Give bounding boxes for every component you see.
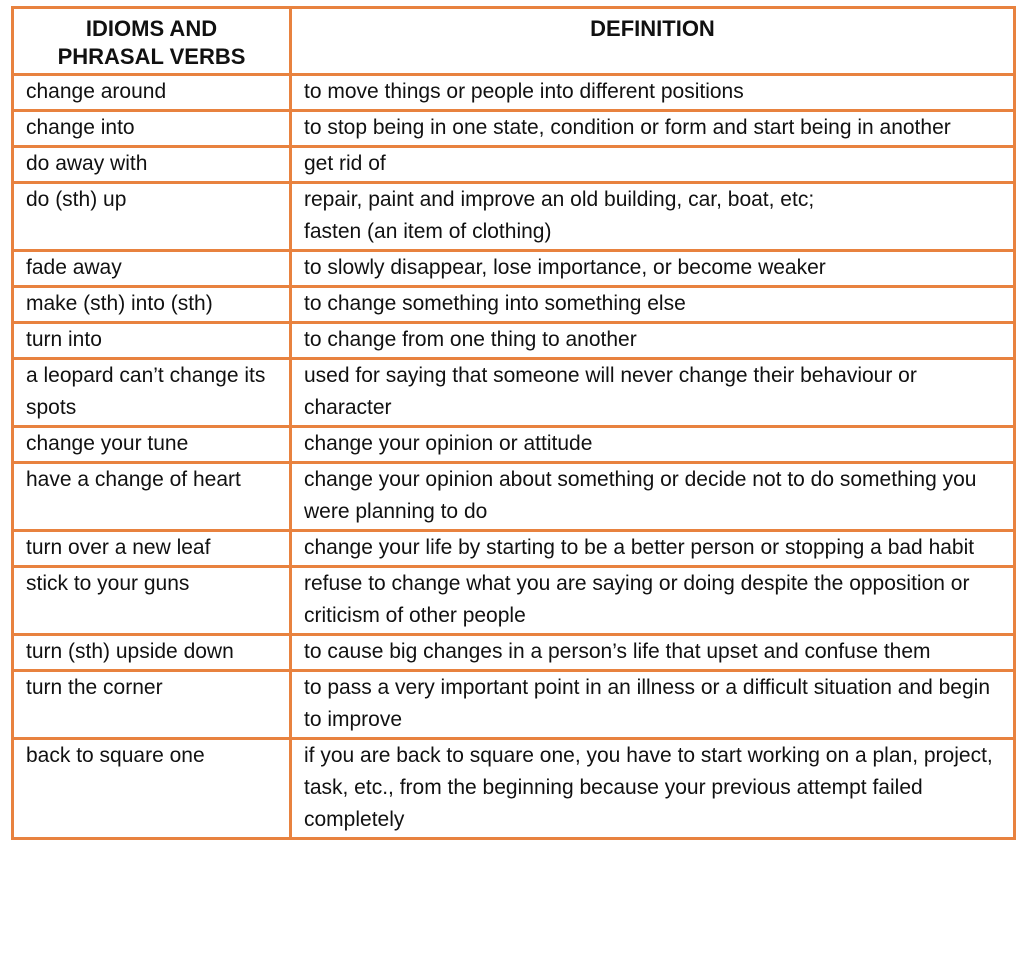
definition-cell: refuse to change what you are saying or doing despite the opposition or criticism of other people <box>291 567 1015 635</box>
definition-cell: change your life by starting to be a better person or stopping a bad habit <box>291 531 1015 567</box>
definition-cell: to slowly disappear, lose importance, or become weaker <box>291 251 1015 287</box>
table-row <box>13 635 1015 671</box>
table-row <box>13 427 1015 463</box>
definition-cell: to move things or people into different positions <box>291 75 1015 111</box>
table-row <box>13 671 1015 739</box>
term-cell: turn over a new leaf <box>13 531 291 567</box>
definition-cell: to cause big changes in a person’s life that upset and confuse them <box>291 635 1015 671</box>
table-row <box>13 463 1015 531</box>
term-cell: change around <box>13 75 291 111</box>
header-definition: DEFINITION <box>291 8 1015 75</box>
table-row <box>13 531 1015 567</box>
definition-cell: if you are back to square one, you have to start working on a plan, project, task, etc., from the beginning because your previous attempt failed completely <box>291 739 1015 839</box>
table-row <box>13 323 1015 359</box>
term-cell: have a change of heart <box>13 463 291 531</box>
definition-cell: change your opinion about something or decide not to do something you were planning to do <box>291 463 1015 531</box>
term-cell: do (sth) up <box>13 183 291 251</box>
definition-cell: to change something into something else <box>291 287 1015 323</box>
table-row <box>13 359 1015 427</box>
table-row <box>13 739 1015 839</box>
definition-cell: get rid of <box>291 147 1015 183</box>
term-cell: turn into <box>13 323 291 359</box>
table-row <box>13 567 1015 635</box>
term-cell: turn (sth) upside down <box>13 635 291 671</box>
definition-cell: repair, paint and improve an old building, car, boat, etc; fasten (an item of clothing) <box>291 183 1015 251</box>
table-row <box>13 251 1015 287</box>
term-cell: make (sth) into (sth) <box>13 287 291 323</box>
definition-cell: to pass a very important point in an illness or a difficult situation and begin to improve <box>291 671 1015 739</box>
term-cell: do away with <box>13 147 291 183</box>
term-cell: change your tune <box>13 427 291 463</box>
definition-cell: to stop being in one state, condition or form and start being in another <box>291 111 1015 147</box>
table-row <box>13 75 1015 111</box>
header-row <box>13 8 1015 75</box>
vocabulary-table-container <box>11 6 1016 840</box>
table-row <box>13 183 1015 251</box>
term-cell: change into <box>13 111 291 147</box>
header-term: IDIOMS AND PHRASAL VERBS <box>13 8 291 75</box>
table-row <box>13 147 1015 183</box>
table-row <box>13 287 1015 323</box>
term-cell: fade away <box>13 251 291 287</box>
definition-cell: change your opinion or attitude <box>291 427 1015 463</box>
term-cell: back to square one <box>13 739 291 839</box>
term-cell: a leopard can’t change its spots <box>13 359 291 427</box>
term-cell: turn the corner <box>13 671 291 739</box>
definition-cell: to change from one thing to another <box>291 323 1015 359</box>
term-cell: stick to your guns <box>13 567 291 635</box>
definition-cell: used for saying that someone will never change their behaviour or character <box>291 359 1015 427</box>
table-body <box>13 75 1015 839</box>
idioms-table <box>11 6 1016 840</box>
table-row <box>13 111 1015 147</box>
